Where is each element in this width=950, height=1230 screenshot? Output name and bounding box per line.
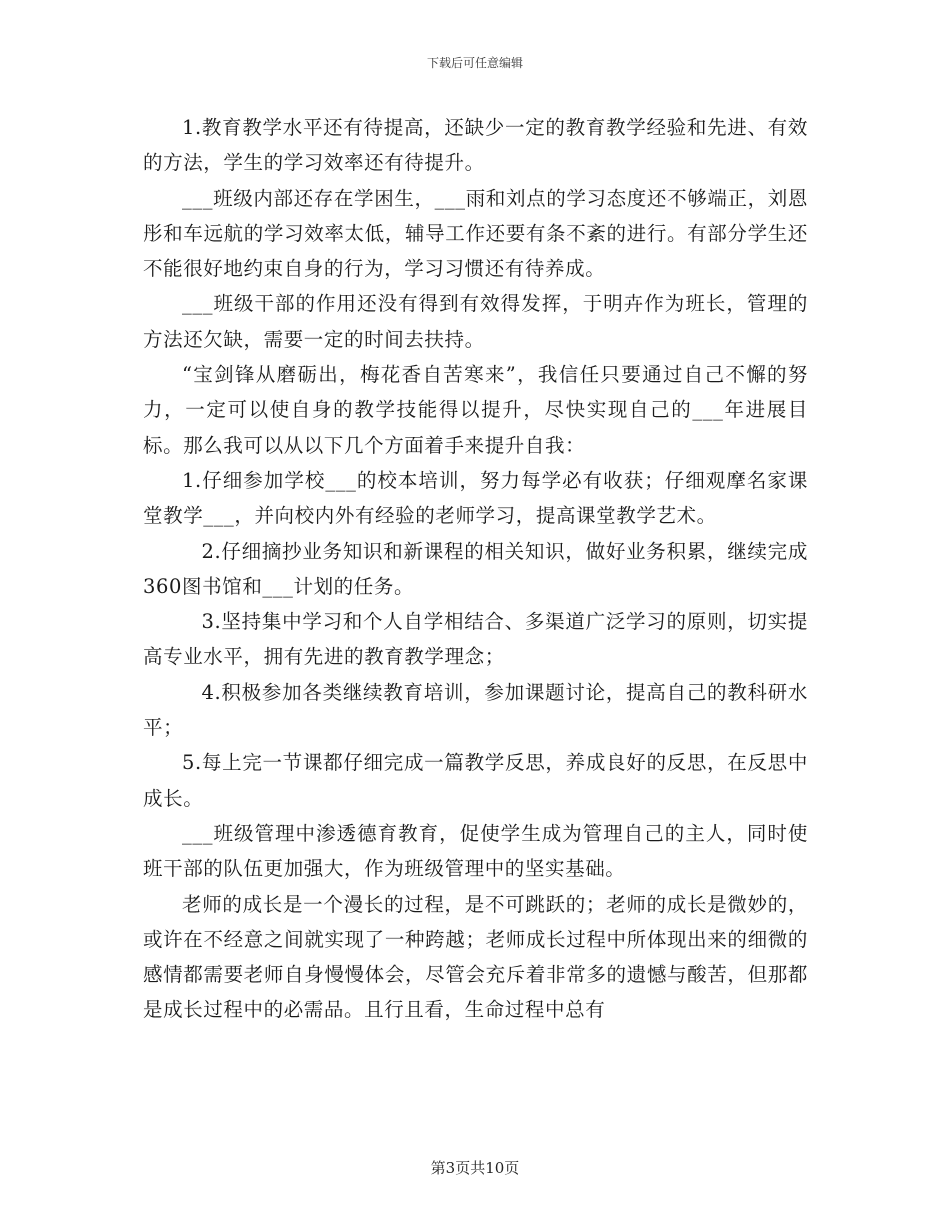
page-footer: 第3页共10页 [430,1159,520,1177]
paragraph: 老师的成长是一个漫长的过程，是不可跳跃的；老师的成长是微妙的，或许在不经意之间就实现了一种跨越；老师成长过程中所体现出来的细微的感情都需要老师自身慢慢体会，尽管会充斥着非常多的遗憾与酸苦，但那都是成长过程中的必需品。且行且看，生命过程中总有 [143,892,808,1022]
document-body [143,110,808,1028]
paragraph: 1.仔细参加学校___的校本培训，努力每学必有收获；仔细观摩名家课堂教学___，并向校内外有经验的老师学习，提高课堂教学艺术。 [143,468,808,528]
page-header: 下载后可任意编辑 [426,56,523,70]
paragraph: ___班级内部还存在学困生，___雨和刘点的学习态度还不够端正，刘恩彤和车远航的学习效率太低，辅导工作还要有条不紊的进行。有部分学生还不能很好地约束自身的行为，学习习惯还有待养成。 [143,186,808,281]
paragraph: 4.积极参加各类继续教育培训，参加课题讨论，提高自己的教科研水平； [143,680,808,740]
paragraph: ___班级管理中渗透德育教育，促使学生成为管理自己的主人，同时使班干部的队伍更加强大，作为班级管理中的坚实基础。 [143,821,808,881]
paragraph: 2.仔细摘抄业务知识和新课程的相关知识，做好业务积累，继续完成360图书馆和___计划的任务。 [143,539,808,598]
paragraph: ___班级干部的作用还没有得到有效得发挥，于明卉作为班长，管理的方法还欠缺，需要一定的时间去扶持。 [143,292,808,351]
paragraph: 3.坚持集中学习和个人自学相结合、多渠道广泛学习的原则，切实提高专业水平，拥有先进的教育教学理念； [143,610,808,669]
paragraph: 1.教育教学水平还有待提高，还缺少一定的教育教学经验和先进、有效的方法，学生的学习效率还有待提升。 [143,116,808,175]
paragraph: “宝剑锋从磨砺出，梅花香自苦寒来”，我信任只要通过自己不懈的努力，一定可以使自身的教学技能得以提升，尽快实现自己的___年进展目标。那么我可以从以下几个方面着手来提升自我： [143,363,808,457]
paragraph: 5.每上完一节课都仔细完成一篇教学反思，养成良好的反思，在反思中成长。 [143,751,808,810]
